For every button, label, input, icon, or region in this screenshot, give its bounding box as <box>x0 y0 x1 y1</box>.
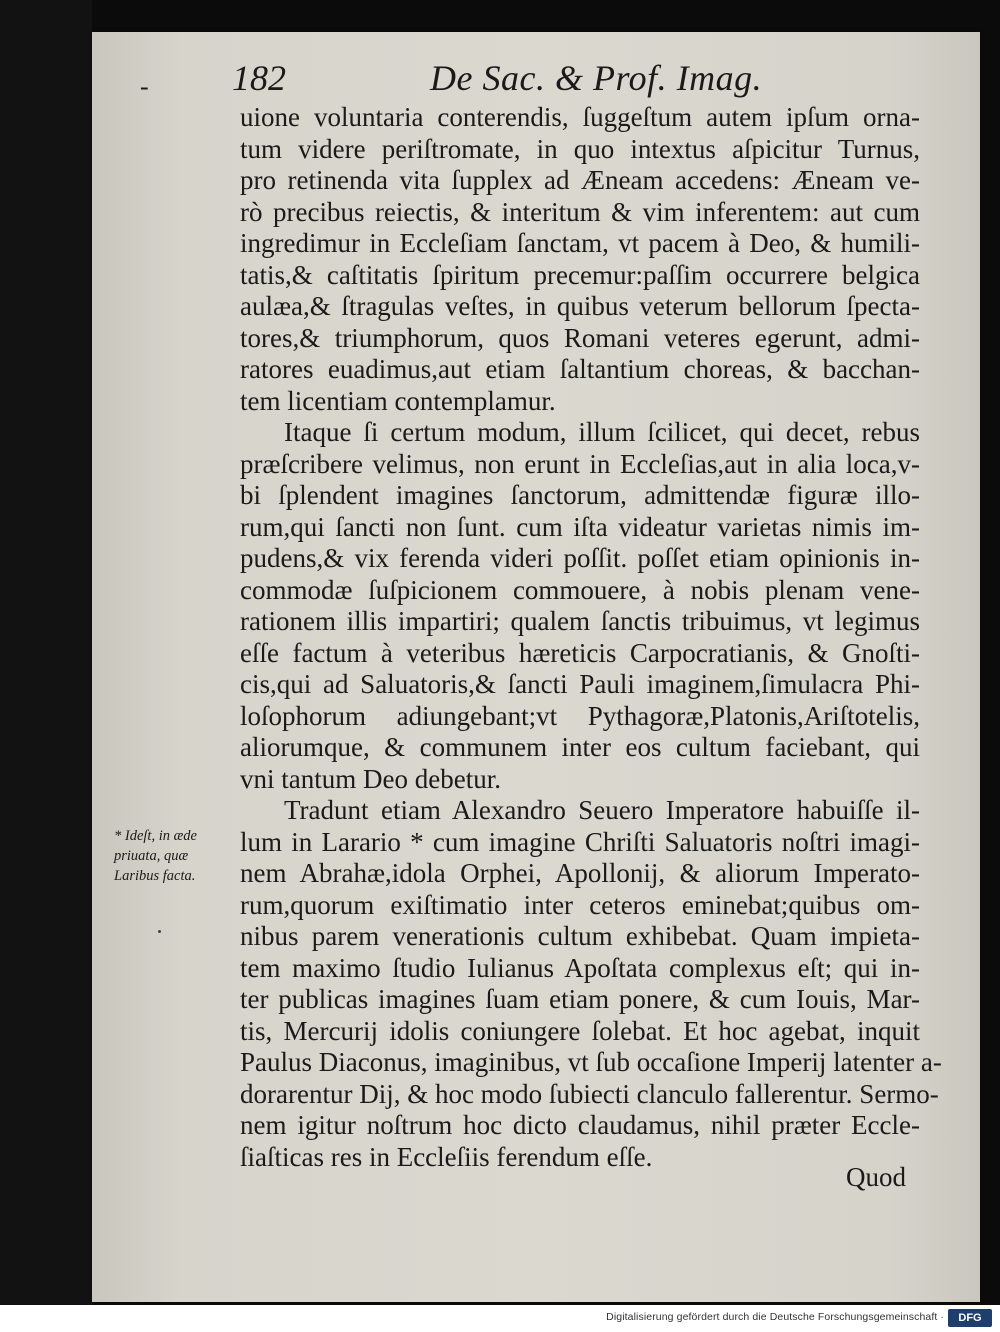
footer-bar <box>0 1305 1000 1332</box>
paragraph-3 <box>240 795 942 1173</box>
text-line: uione voluntaria conterendis, ſuggeſtum autem ipſum orna- <box>240 102 920 132</box>
margin-dot <box>158 930 161 933</box>
margin-note-line: * Ideſt, in æde <box>114 828 197 844</box>
text-line: ingredimur in Eccleſiam ſanctam, vt pacem à Deo, & humili- <box>240 228 920 258</box>
text-line: rationem illis impartiri; qualem ſanctis tribuimus, vt legimus <box>240 606 920 636</box>
text-line: loſophorum adiungebant;vt Pythagoræ,Platonis,Ariſtotelis, <box>240 700 920 731</box>
text-line: rum,qui ſancti non ſunt. cum iſta videatur varietas nimis im- <box>240 511 920 542</box>
margin-note <box>114 826 244 886</box>
text-line: Tradunt etiam Alexandro Seuero Imperatore habuiſſe il- <box>284 795 920 825</box>
text-line: aulæa,& ſtragulas veſtes, in quibus veterum bellorum ſpecta- <box>240 291 920 321</box>
running-head <box>140 56 920 100</box>
dfg-logo-icon: DFG <box>948 1309 992 1327</box>
text-line: tem maximo ſtudio Iulianus Apoſtata complexus eſt; qui in- <box>240 952 920 983</box>
text-line: ter publicas imagines ſuam etiam ponere, & cum Iouis, Mar- <box>240 984 920 1014</box>
margin-note-line: priuata, quæ <box>114 848 189 864</box>
margin-note-line: Laribus facta. <box>114 868 196 884</box>
catchword: Quod <box>846 1162 906 1192</box>
head-dash: - <box>140 72 149 101</box>
text-line: pudens,& vix ferenda videri poſſit. poſſet etiam opinionis in- <box>240 543 920 573</box>
text-line: præſcribere velimus, non erunt in Eccleſias,aut in alia loca,v- <box>240 448 920 479</box>
text-line: tem licentiam contemplamur. <box>240 385 556 416</box>
text-line: Paulus Diaconus, imaginibus, vt ſub occaſione Imperij latenter a- <box>240 1047 942 1077</box>
text-line: Itaque ſi certum modum, illum ſcilicet, qui decet, rebus <box>284 417 920 447</box>
text-line: nibus parem venerationis cultum exhibebat. Quam impieta- <box>240 921 920 951</box>
text-line: ſiaſticas res in Eccleſiis ferendum eſſe. <box>240 1141 653 1172</box>
text-line: tores,& triumphorum, quos Romani veteres egerunt, admi- <box>240 322 920 353</box>
text-line: tatis,& caſtitatis ſpiritum precemur:paſſim occurrere belgica <box>240 259 920 290</box>
scan-border <box>0 0 92 1305</box>
footer-credit: Digitalisierung gefördert durch die Deutsche Forschungsgemeinschaft · <box>606 1311 944 1323</box>
text-line: pro retinenda vita ſupplex ad Æneam accedens: Æneam ve- <box>240 165 920 195</box>
text-line: tum videre periſtromate, in quo intextus aſpicitur Turnus, <box>240 133 920 164</box>
text-line: eſſe factum à veteribus hæreticis Carpocratianis, & Gnoſti- <box>240 637 920 668</box>
text-line: vni tantum Deo debetur. <box>240 763 501 794</box>
text-line: aliorumque, & communem inter eos cultum faciebant, qui <box>240 732 920 762</box>
page-number: 182 <box>232 58 286 98</box>
text-line: cis,qui ad Saluatoris,& ſancti Pauli imaginem,ſimulacra Phi- <box>240 669 920 699</box>
text-line: lum in Larario * cum imagine Chriſti Saluatoris noſtri imagi- <box>240 826 920 857</box>
text-line: commodæ ſuſpicionem commouere, à nobis plenam vene- <box>240 574 920 605</box>
text-line: tis, Mercurij idolis coniungere ſolebat. Et hoc agebat, inquit <box>240 1015 920 1046</box>
text-line: rò precibus reiectis, & interitum & vim inferentem: aut cum <box>240 196 920 227</box>
paragraph-2 <box>240 417 920 795</box>
paragraph-1 <box>240 102 920 417</box>
text-line: bi ſplendent imagines ſanctorum, admittendæ figuræ illo- <box>240 480 920 510</box>
text-line: nem Abrahæ,idola Orphei, Apollonij, & aliorum Imperato- <box>240 858 920 888</box>
body-text <box>240 102 942 1173</box>
text-line: ratores euadimus,aut etiam ſaltantium choreas, & bacchan- <box>240 354 920 384</box>
text-line: dorarentur Dij, & hoc modo ſubiecti clanculo fallerentur. Sermo- <box>240 1078 939 1109</box>
running-title: De Sac. & Prof. Imag. <box>430 58 763 98</box>
text-line: nem igitur noſtrum hoc dicto claudamus, nihil præter Eccle- <box>240 1110 920 1140</box>
text-line: rum,quorum exiſtimatio inter ceteros eminebat;quibus om- <box>240 889 920 920</box>
